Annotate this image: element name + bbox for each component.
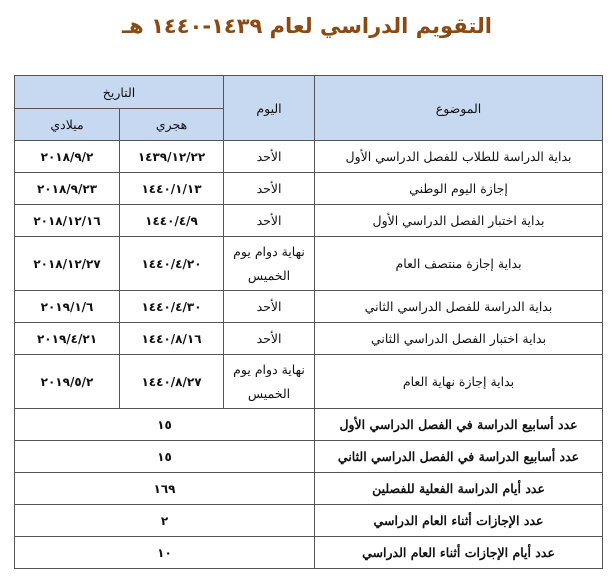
summary-row [15, 409, 603, 441]
table-row [15, 323, 603, 355]
cell-day: الأحد [224, 173, 315, 205]
table-row [15, 173, 603, 205]
summary-label: عدد أسابيع الدراسة في الفصل الدراسي الثاني [315, 441, 603, 473]
cell-day: الأحد [224, 291, 315, 323]
table-row [15, 291, 603, 323]
cell-gregorian: ٢٠١٨/٩/٢٣ [15, 173, 120, 205]
cell-day: نهاية دوام يوم الخميس [224, 355, 315, 409]
cell-hijri: ١٤٤٠/٤/٣٠ [120, 291, 224, 323]
cell-hijri: ١٤٤٠/١/١٣ [120, 173, 224, 205]
summary-row [15, 473, 603, 505]
cell-day: نهاية دوام يوم الخميس [224, 237, 315, 291]
summary-value: ١٠ [15, 537, 315, 569]
table-row [15, 141, 603, 173]
cell-hijri: ١٤٤٠/٨/١٦ [120, 323, 224, 355]
cell-gregorian: ٢٠١٩/٥/٢ [15, 355, 120, 409]
summary-row [15, 537, 603, 569]
summary-value: ١٥ [15, 441, 315, 473]
cell-hijri: ١٤٣٩/١٢/٢٢ [120, 141, 224, 173]
cell-gregorian: ٢٠١٨/١٢/٢٧ [15, 237, 120, 291]
cell-topic: بداية الدراسة للفصل الدراسي الثاني [315, 291, 603, 323]
summary-label: عدد أيام الإجازات أثناء العام الدراسي [315, 537, 603, 569]
header-gregorian: ميلادي [15, 109, 120, 141]
cell-day: الأحد [224, 323, 315, 355]
summary-value: ١٦٩ [15, 473, 315, 505]
table-row [15, 355, 603, 409]
table-row [15, 237, 603, 291]
cell-topic: بداية اختبار الفصل الدراسي الأول [315, 205, 603, 237]
cell-topic: بداية الدراسة للطلاب للفصل الدراسي الأول [315, 141, 603, 173]
table-row [15, 205, 603, 237]
cell-day: الأحد [224, 141, 315, 173]
cell-topic: إجازة اليوم الوطني [315, 173, 603, 205]
summary-label: عدد أسابيع الدراسة في الفصل الدراسي الأول [315, 409, 603, 441]
header-topic: الموضوع [315, 76, 603, 141]
cell-day: الأحد [224, 205, 315, 237]
header-date: التاريخ [15, 76, 224, 109]
cell-topic: بداية إجازة منتصف العام [315, 237, 603, 291]
summary-value: ٢ [15, 505, 315, 537]
cell-hijri: ١٤٤٠/٤/٢٠ [120, 237, 224, 291]
summary-label: عدد الإجازات أثناء العام الدراسي [315, 505, 603, 537]
cell-topic: بداية إجازة نهاية العام [315, 355, 603, 409]
header-day: اليوم [224, 76, 315, 141]
page-title: التقويم الدراسي لعام ١٤٣٩-١٤٤٠ هـ [122, 14, 492, 38]
cell-gregorian: ٢٠١٨/٩/٢ [15, 141, 120, 173]
summary-row [15, 441, 603, 473]
cell-hijri: ١٤٤٠/٨/٢٧ [120, 355, 224, 409]
calendar-table [14, 75, 603, 569]
summary-value: ١٥ [15, 409, 315, 441]
cell-topic: بداية اختبار الفصل الدراسي الثاني [315, 323, 603, 355]
header-hijri: هجري [120, 109, 224, 141]
summary-label: عدد أيام الدراسة الفعلية للفصلين [315, 473, 603, 505]
cell-hijri: ١٤٤٠/٤/٩ [120, 205, 224, 237]
summary-row [15, 505, 603, 537]
cell-gregorian: ٢٠١٨/١٢/١٦ [15, 205, 120, 237]
cell-gregorian: ٢٠١٩/١/٦ [15, 291, 120, 323]
cell-gregorian: ٢٠١٩/٤/٢١ [15, 323, 120, 355]
